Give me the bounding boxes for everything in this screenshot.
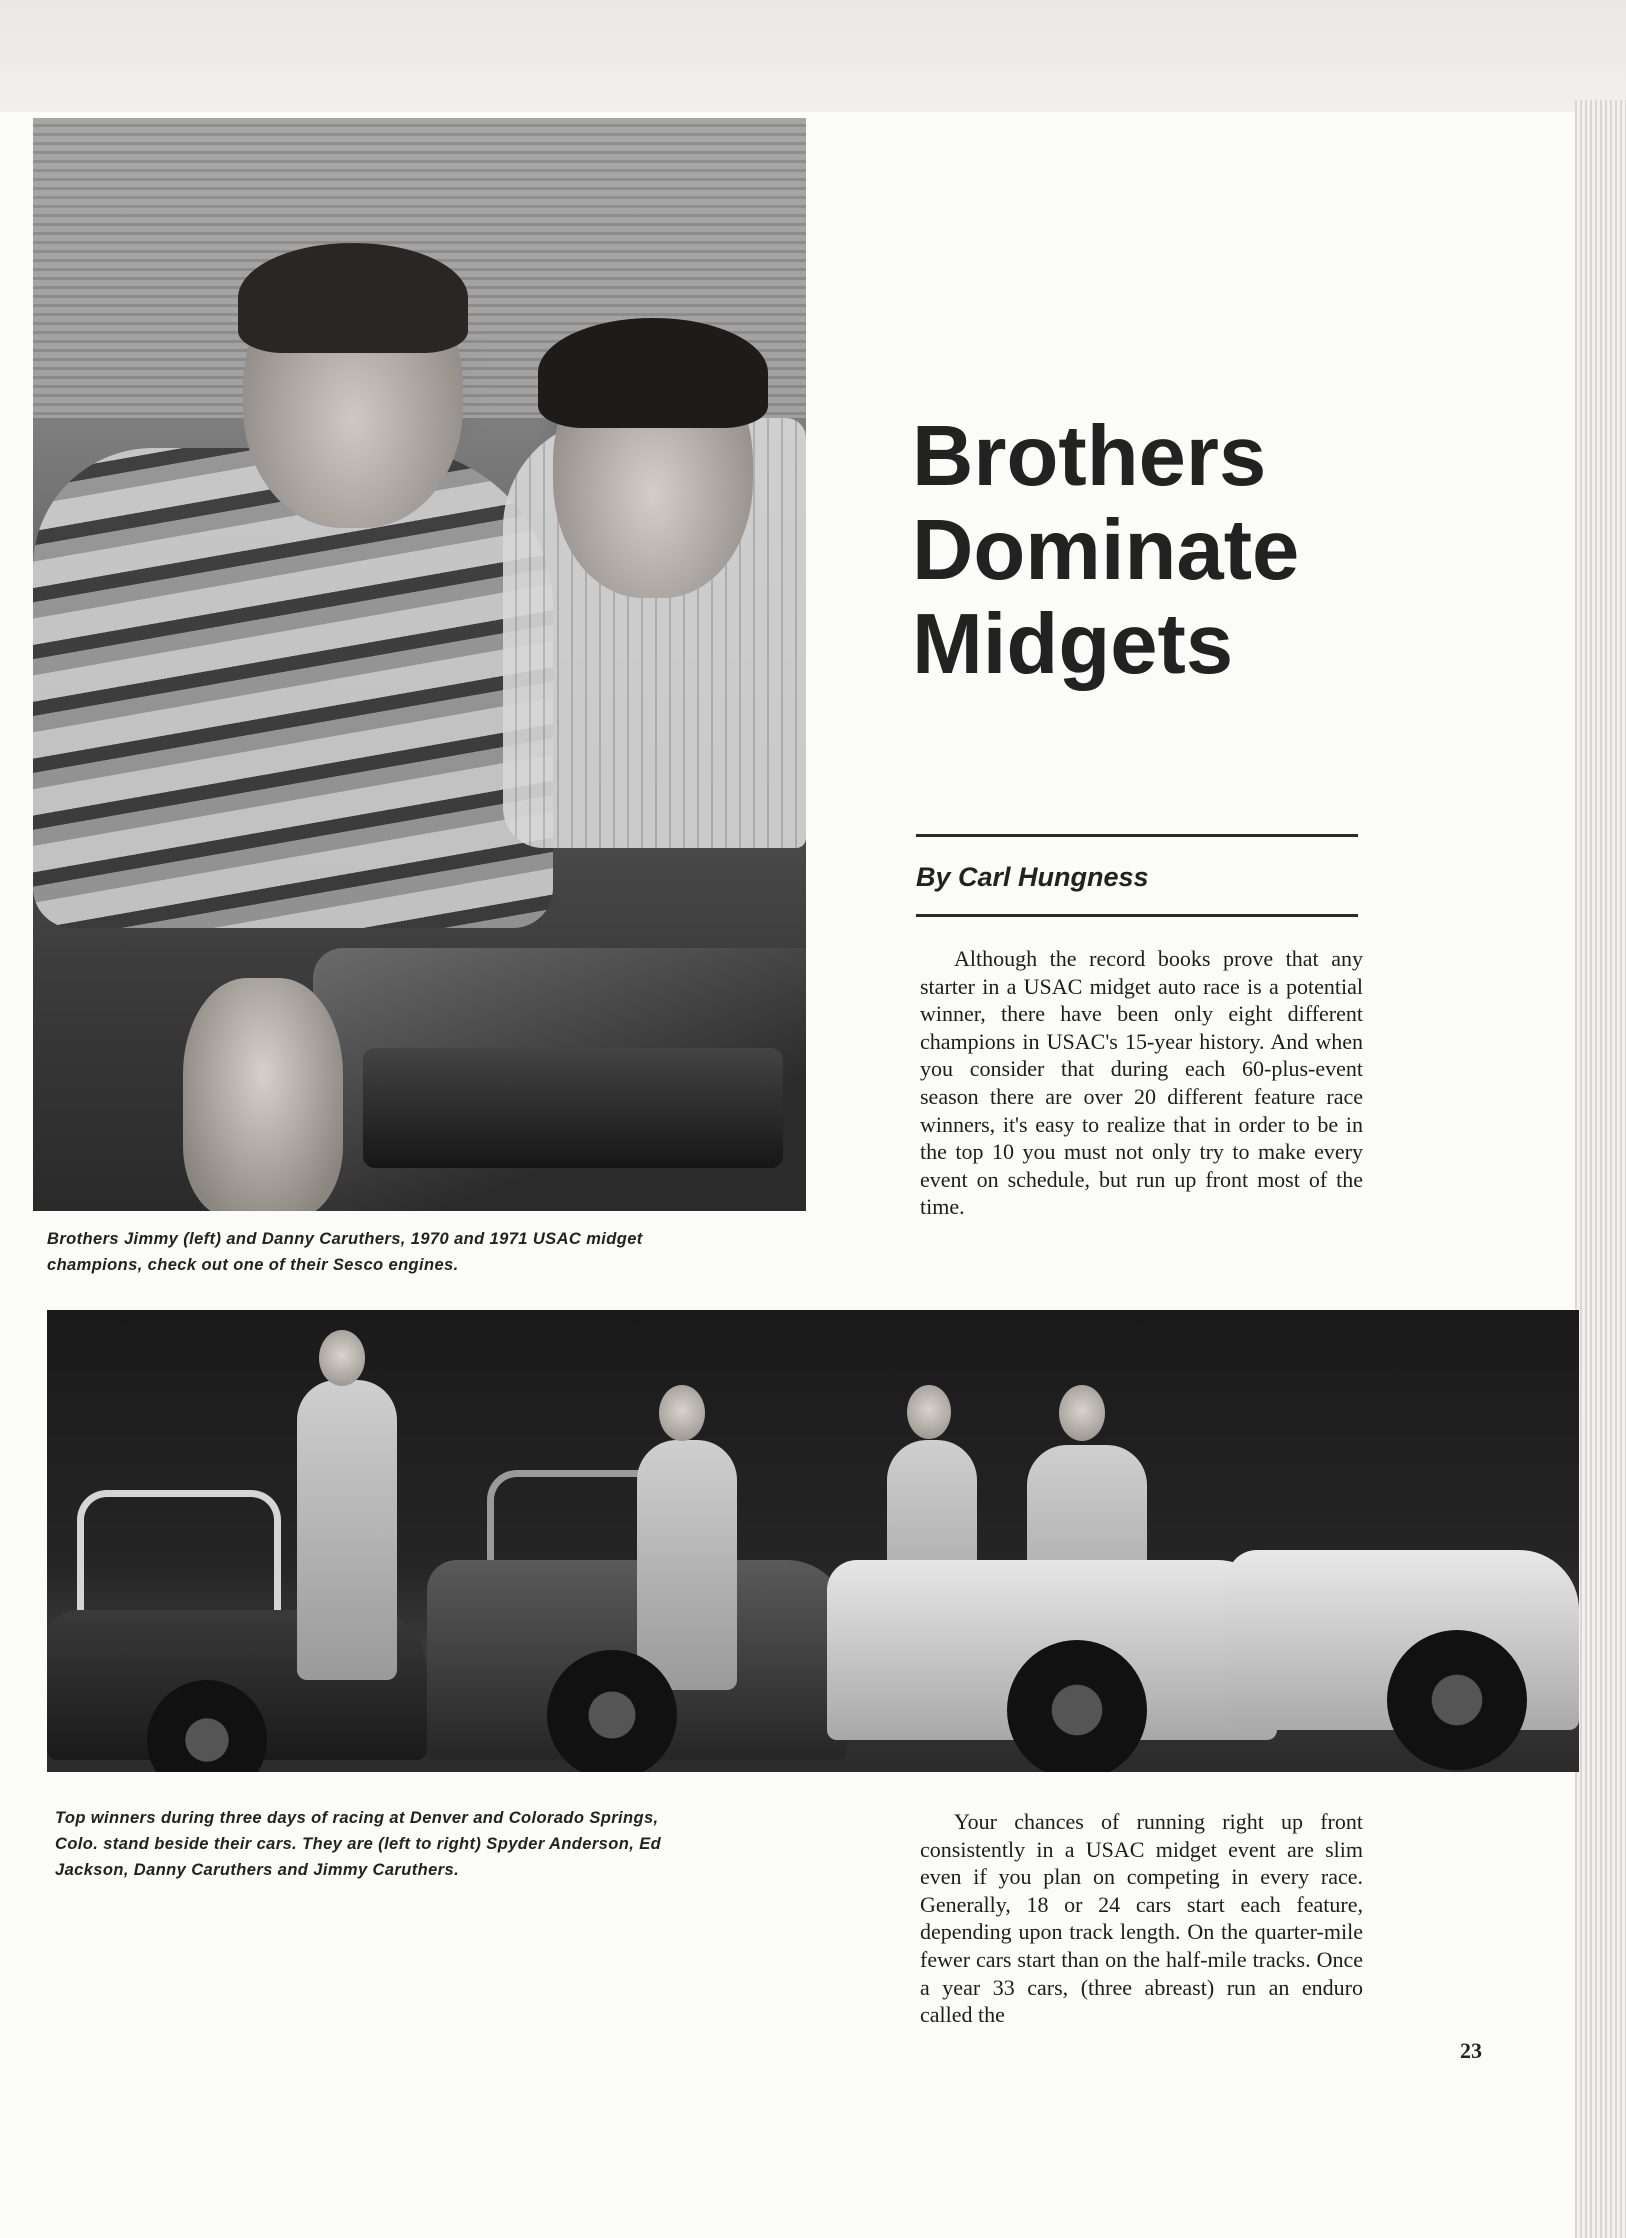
wheel (1007, 1640, 1147, 1772)
title-rule-bottom (916, 914, 1358, 917)
title-rule-top (916, 834, 1358, 837)
page-edge (1575, 100, 1626, 2238)
bottom-photo-caption: Top winners during three days of racing at Denver and Colorado Springs, Colo. stand beside their cars. They are (left to right) Spyder Anderson, Ed Jackson, Danny Caruthers and Jimmy Caruthers. (55, 1809, 662, 1879)
top-photo-caption: Brothers Jimmy (left) and Danny Caruthers, 1970 and 1971 USAC midget champions, check out one of their Sesco engines. (47, 1230, 643, 1274)
caruthers-brothers-photo (33, 118, 806, 1211)
striped-shirt (33, 448, 553, 928)
page-number: 23 (1460, 2038, 1482, 2063)
scan-background (0, 0, 1626, 118)
spyder-anderson (297, 1380, 397, 1680)
spyder-anderson-head (319, 1330, 365, 1386)
hand (183, 978, 343, 1211)
danny-caruthers-hair (538, 318, 768, 428)
ed-jackson-head (659, 1385, 705, 1441)
wheel (547, 1650, 677, 1772)
article-title: Brothers Dominate Midgets (912, 409, 1300, 692)
wheel (1387, 1630, 1527, 1770)
ed-jackson (637, 1440, 737, 1690)
jimmy-caruthers-head (1059, 1385, 1105, 1441)
danny-caruthers-head (907, 1385, 951, 1439)
jimmy-caruthers-hair (238, 243, 468, 353)
engine-cover (363, 1048, 783, 1168)
article-paragraph-2: Your chances of running right up front consistently in a USAC midget event are slim even if you plan on competing in every race. Generally, 18 or 24 cars start each feature, depending upon track length. On the quarter-mile fewer cars start than on the half-mile tracks. Once a year 33 cars, (three abreast) run an enduro called the (920, 1809, 1363, 2028)
article-paragraph-1: Although the record books prove that any starter in a USAC midget auto race is a potential winner, there have been only eight different champions in USAC's 15-year history. And when you consider that during each 60-plus-event season there are over 20 different feature race winners, it's easy to realize that in order to be in the top 10 you must not only try to make every event on schedule, but run up front most of the time. (920, 946, 1363, 1220)
race-winners-photo (47, 1310, 1579, 1772)
byline: By Carl Hungness (916, 862, 1149, 892)
